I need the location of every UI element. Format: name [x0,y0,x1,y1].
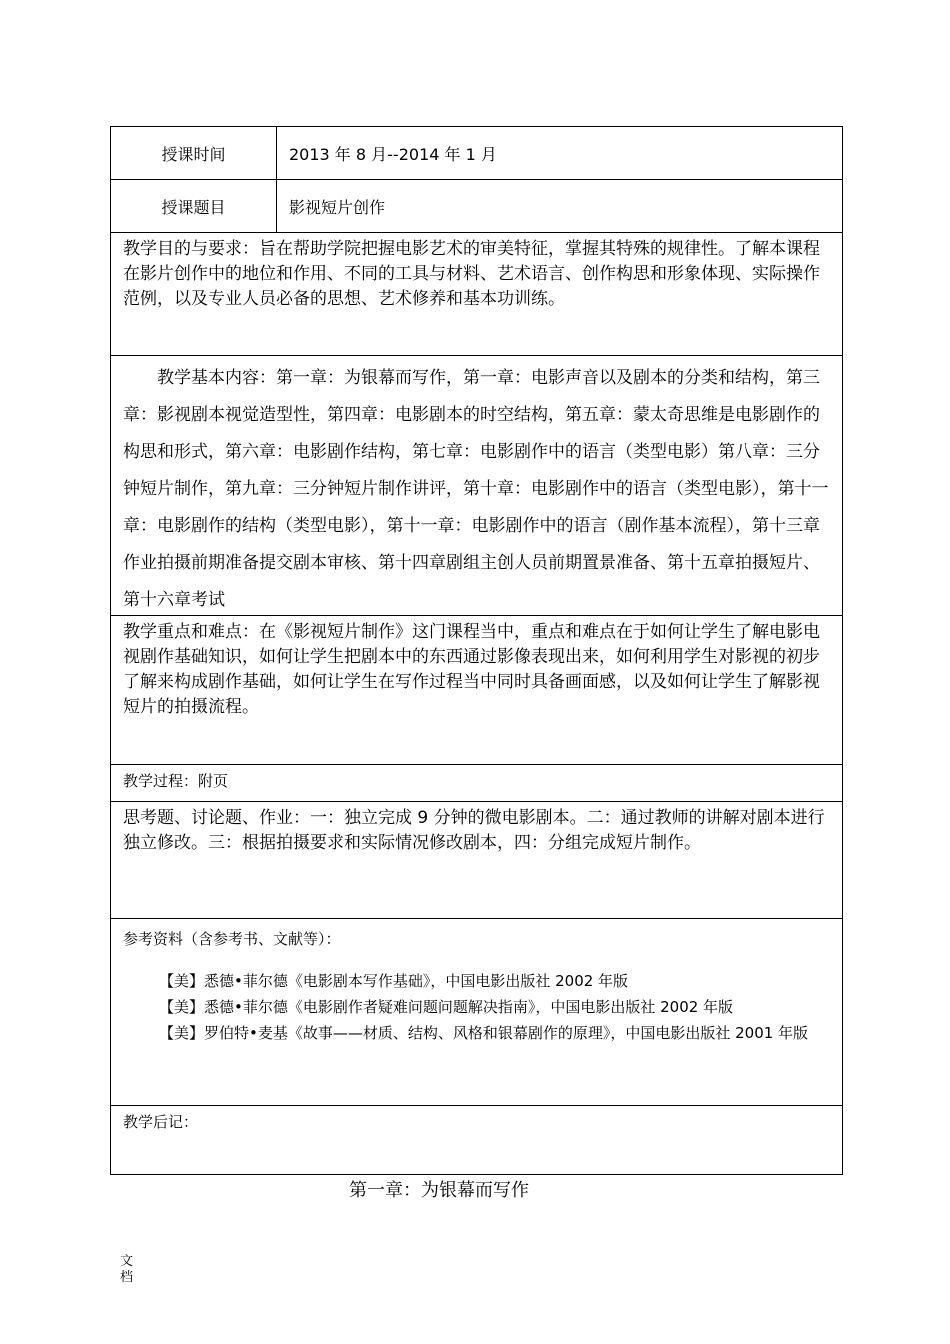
objectives-text: 教学目的与要求：旨在帮助学院把握电影艺术的审美特征，掌握其特殊的规律性。了解本课程在影片创作中的地位和作用、不同的工具与材料、艺术语言、创作构思和形象体现、实际操作范例，以及专业人员必备的思想、艺术修养和基本功训练。 [123,239,820,309]
time-value: 2013 年 8 月--2014 年 1 月 [289,144,497,164]
content-cell [111,356,842,616]
time-row [111,127,842,180]
topic-row [111,180,842,233]
chapter-title: 第一章：为银幕而写作 [349,1180,529,1201]
postscript-text: 教学后记： [123,1113,199,1131]
reference-item: 【美】罗伯特•麦基《故事——材质、结构、风格和银幕剧作的原理》，中国电影出版社 2001 年版 [159,1024,809,1042]
content-text: 教学基本内容：第一章：为银幕而写作，第一章：电影声音以及剧本的分类和结构，第三章：影视剧本视觉造型性，第四章：电影剧本的时空结构，第五章：蒙太奇思维是电影剧作的构思和形式，第六章：电影剧作结构，第七章：电影剧作中的语言（类型电影）第八章：三分钟短片制作，第九章：三分钟短片制作讲评，第十章：电影剧作中的语言（类型电影），第十一章：电影剧作的结构（类型电影），第十一章：电影剧作中的语言（剧作基本流程），第十三章作业拍摄前期准备提交剧本审核、第十四章剧组主创人员前期置景准备、第十五章拍摄短片、第十六章考试 [123,368,829,610]
footer-note: 文档 [120,1254,134,1285]
references-cell [111,919,842,1106]
time-label: 授课时间 [111,127,277,179]
topic-label: 授课题目 [111,180,277,232]
reference-item: 【美】悉德•菲尔德《电影剧本写作基础》，中国电影出版社 2002 年版 [159,972,629,990]
process-cell [111,765,842,802]
references-heading: 参考资料（含参考书、文献等）： [123,930,341,948]
homework-text: 思考题、讨论题、作业：一：独立完成 9 分钟的微电影剧本。二：通过教师的讲解对剧本进行独立修改。三：根据拍摄要求和实际情况修改剧本，四：分组完成短片制作。 [123,808,825,853]
key-points-cell [111,616,842,765]
lesson-plan-table [110,126,843,1175]
key-points-text: 教学重点和难点：在《影视短片制作》这门课程当中，重点和难点在于如何让学生了解电影电视剧作基础知识，如何让学生把剧本中的东西通过影像表现出来，如何利用学生对影视的初步了解来构成剧作基础，如何让学生在写作过程当中同时具备画面感，以及如何让学生了解影视短片的拍摄流程。 [123,622,820,717]
topic-value: 影视短片创作 [289,197,386,217]
homework-cell [111,802,842,919]
process-text: 教学过程：附页 [123,772,229,790]
objectives-cell [111,233,842,356]
postscript-cell [111,1106,842,1174]
reference-item: 【美】悉德•菲尔德《电影剧作者疑难问题问题解决指南》，中国电影出版社 2002 年版 [159,998,734,1016]
